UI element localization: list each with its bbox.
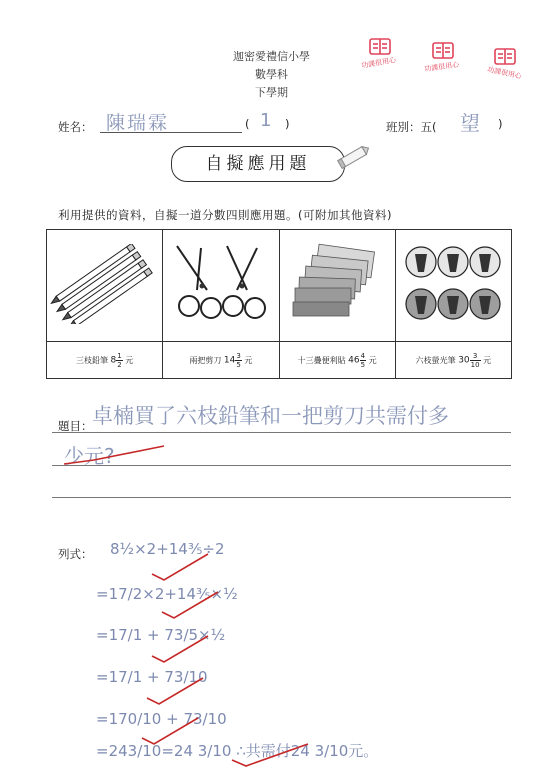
question-label: 題目： [58, 419, 93, 433]
item-price-denominator: 10 [470, 360, 480, 369]
item-price-denominator: 5 [236, 360, 241, 369]
red-check-mark [160, 590, 220, 620]
item-label: 兩把剪刀 [189, 355, 222, 365]
book-stamp-icon [357, 36, 401, 70]
answer-line-2 [52, 465, 511, 466]
red-check-mark [145, 676, 205, 706]
book-stamp-icon [482, 46, 526, 80]
school-name: 迦密愛禮信小學 [233, 50, 310, 63]
stamp-text: 功課很用心 [486, 65, 523, 80]
item-price-denominator: 5 [360, 360, 366, 369]
item-caption [47, 342, 163, 379]
question-line-1: 卓楠買了六枝鉛筆和一把剪刀共需付多 [92, 404, 449, 428]
item-unit: 元 [125, 355, 134, 365]
page-title: 自擬應用題 [171, 146, 345, 182]
number-open: ( [245, 117, 250, 131]
item-price-whole: 30 [458, 355, 470, 365]
item-price-whole: 8 [110, 355, 117, 365]
stamp-1 [357, 36, 401, 74]
stamp-text: 功課很用心 [360, 56, 397, 70]
item-pencils-picture [47, 230, 163, 342]
item-sticky-notes-picture [279, 230, 395, 342]
number-close: ) [285, 117, 290, 131]
red-check-mark [140, 716, 200, 746]
item-price-whole: 14 [223, 355, 236, 365]
working-line: 8½×2+14⅗÷2 [110, 540, 225, 558]
working-line: =243/10=24 3/10 ∴共需付24 3/10元。 [96, 742, 379, 760]
pencil-icon [336, 140, 372, 174]
answer-line-1 [52, 432, 511, 433]
item-price-numerator: 1 [117, 351, 122, 360]
book-stamp-icon [420, 40, 464, 74]
item-label: 六枝螢光筆 [415, 355, 456, 365]
working-label: 列式： [58, 547, 93, 561]
red-check-mark [230, 742, 310, 768]
item-price-denominator: 2 [117, 360, 122, 369]
item-unit: 元 [368, 355, 377, 365]
stamp-3 [482, 46, 526, 84]
red-check-mark [150, 634, 210, 664]
scissors-icon [167, 242, 275, 326]
red-check-mark [150, 552, 210, 582]
stamp-text: 功課很用心 [423, 60, 460, 74]
item-caption [395, 342, 511, 379]
item-price-numerator: 3 [236, 351, 241, 360]
stamp-2 [420, 40, 464, 78]
name-underline [100, 132, 242, 133]
items-table [46, 229, 512, 379]
item-label: 十三疊便利貼 [297, 355, 346, 365]
working-line: =17/2×2+14⅗×½ [96, 585, 238, 603]
working-line: =17/1 + 73/5×½ [96, 626, 226, 644]
pencils-icon [50, 244, 160, 324]
working-line: =17/1 + 73/10 [96, 668, 208, 686]
item-scissors-picture [163, 230, 279, 342]
item-label: 三枝鉛筆 [75, 355, 108, 365]
class-label: 班別：五( [386, 120, 437, 134]
instruction-text: 利用提供的資料，自擬一道分數四則應用題。(可附加其他資料) [58, 208, 392, 222]
number-value: 1 [260, 110, 272, 131]
item-highlighters-picture [395, 230, 511, 342]
name-label: 姓名： [58, 120, 93, 134]
class-close: ) [498, 117, 503, 131]
item-price-numerator: 3 [470, 352, 481, 361]
highlighters-icon [401, 242, 505, 326]
term-name: 下學期 [255, 86, 288, 99]
sticky-notes-icon [287, 242, 387, 326]
item-price-whole: 46 [348, 355, 360, 365]
question-line-2: 少元? [64, 444, 115, 468]
working-line: =170/10 + 73/10 [96, 710, 227, 728]
item-caption [163, 342, 279, 379]
class-value: 望 [460, 111, 480, 135]
item-price-numerator: 4 [360, 351, 366, 360]
answer-line-3 [52, 497, 511, 498]
item-unit: 元 [483, 355, 492, 365]
name-value: 陳瑞霖 [106, 112, 170, 134]
item-unit: 元 [244, 355, 253, 365]
subject-name: 數學科 [255, 68, 288, 81]
item-caption [279, 342, 395, 379]
